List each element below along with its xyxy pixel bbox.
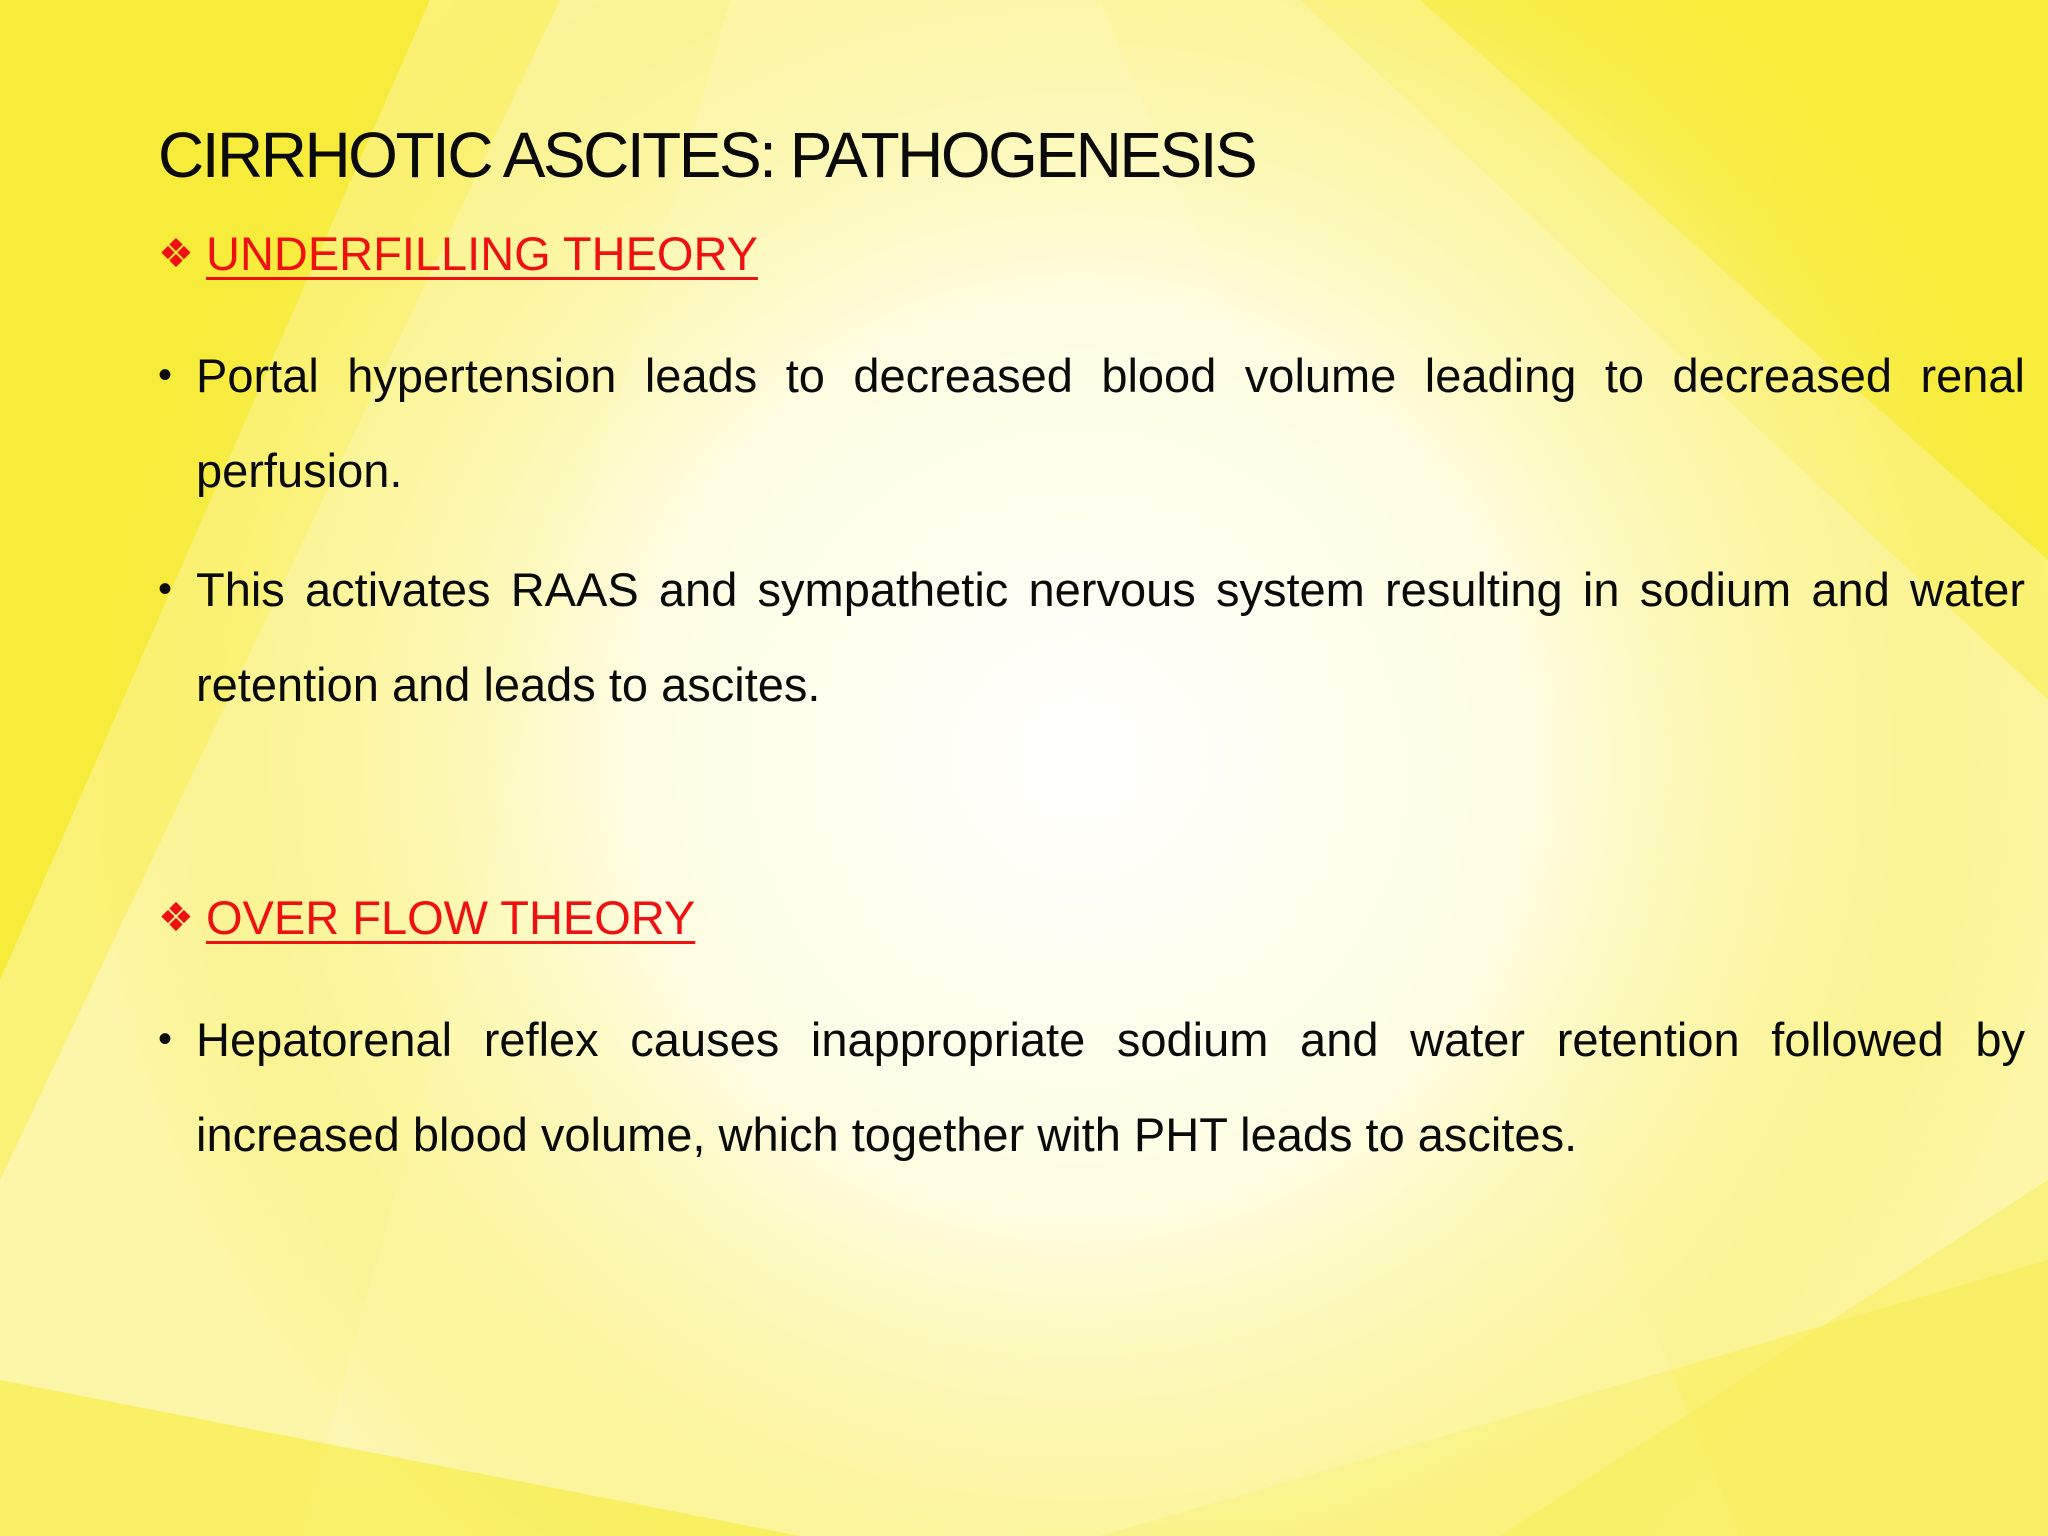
section-heading-underfilling	[158, 226, 758, 281]
bullet-dot-icon: •	[158, 1017, 173, 1061]
bullet-item	[158, 992, 2025, 1182]
slide-title: CIRRHOTIC ASCITES: PATHOGENESIS	[158, 119, 1256, 191]
bullet-dot-icon: •	[158, 353, 173, 397]
section-heading-label: UNDERFILLING THEORY	[206, 227, 758, 280]
bullet-text: Portal hypertension leads to decreased blood volume leading to decreased renal perfusion.	[196, 349, 2025, 497]
diamond-bullet-icon: ❖	[158, 895, 194, 940]
section-heading-label: OVER FLOW THEORY	[206, 891, 696, 944]
diamond-bullet-icon: ❖	[158, 231, 194, 276]
section-heading-overflow	[158, 890, 695, 945]
bullet-text: This activates RAAS and sympathetic nervous system resulting in sodium and water retention and leads to ascites.	[196, 563, 2025, 711]
bullet-item	[158, 328, 2025, 518]
bullet-dot-icon: •	[158, 567, 173, 611]
bullet-text: Hepatorenal reflex causes inappropriate sodium and water retention followed by increased blood volume, which together with PHT leads to ascites.	[196, 1013, 2025, 1161]
bullet-item	[158, 542, 2025, 732]
